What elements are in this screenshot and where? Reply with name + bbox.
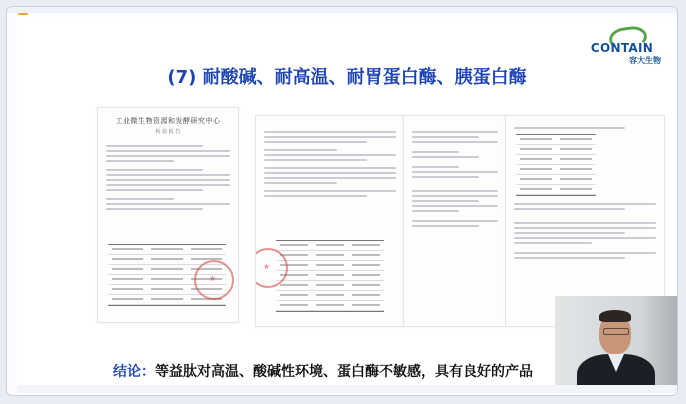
window-indicator-dash [18, 13, 28, 15]
conclusion-body: 等益肽对高温、酸碱性环境、蛋白酶不敏感，具有良好的产品 [155, 364, 533, 380]
report-data-table [276, 240, 384, 312]
logo-subtitle: 容大生物 [629, 56, 661, 65]
conclusion-label: 结论： [113, 364, 155, 380]
report-subheading: 检 验 报 告 [155, 129, 181, 135]
presenter-webcam[interactable] [555, 296, 677, 391]
report-heading: 工业微生物资源和发酵研究中心 [115, 117, 221, 125]
report-body-text [514, 200, 656, 262]
report-body-text [514, 124, 656, 132]
red-seal-stamp [194, 260, 234, 300]
test-report-page-2 [255, 115, 405, 327]
company-logo [583, 27, 661, 71]
slide-canvas [17, 17, 677, 396]
test-report-page-3 [403, 115, 507, 327]
report-body-text [264, 128, 396, 200]
test-report-page-1 [97, 107, 239, 323]
report-body-text [106, 142, 230, 213]
logo-name: CONTAIN [590, 41, 654, 55]
bottom-bar [17, 385, 677, 393]
report-body-text [412, 128, 498, 230]
presenter-hair [599, 310, 631, 322]
presenter-glasses [603, 328, 629, 335]
slide-title: (7) 耐酸碱、耐高温、耐胃蛋白酶、胰蛋白酶 [167, 67, 527, 88]
report-data-table [516, 134, 596, 196]
presentation-window [6, 6, 678, 396]
conclusion-text [113, 361, 533, 381]
